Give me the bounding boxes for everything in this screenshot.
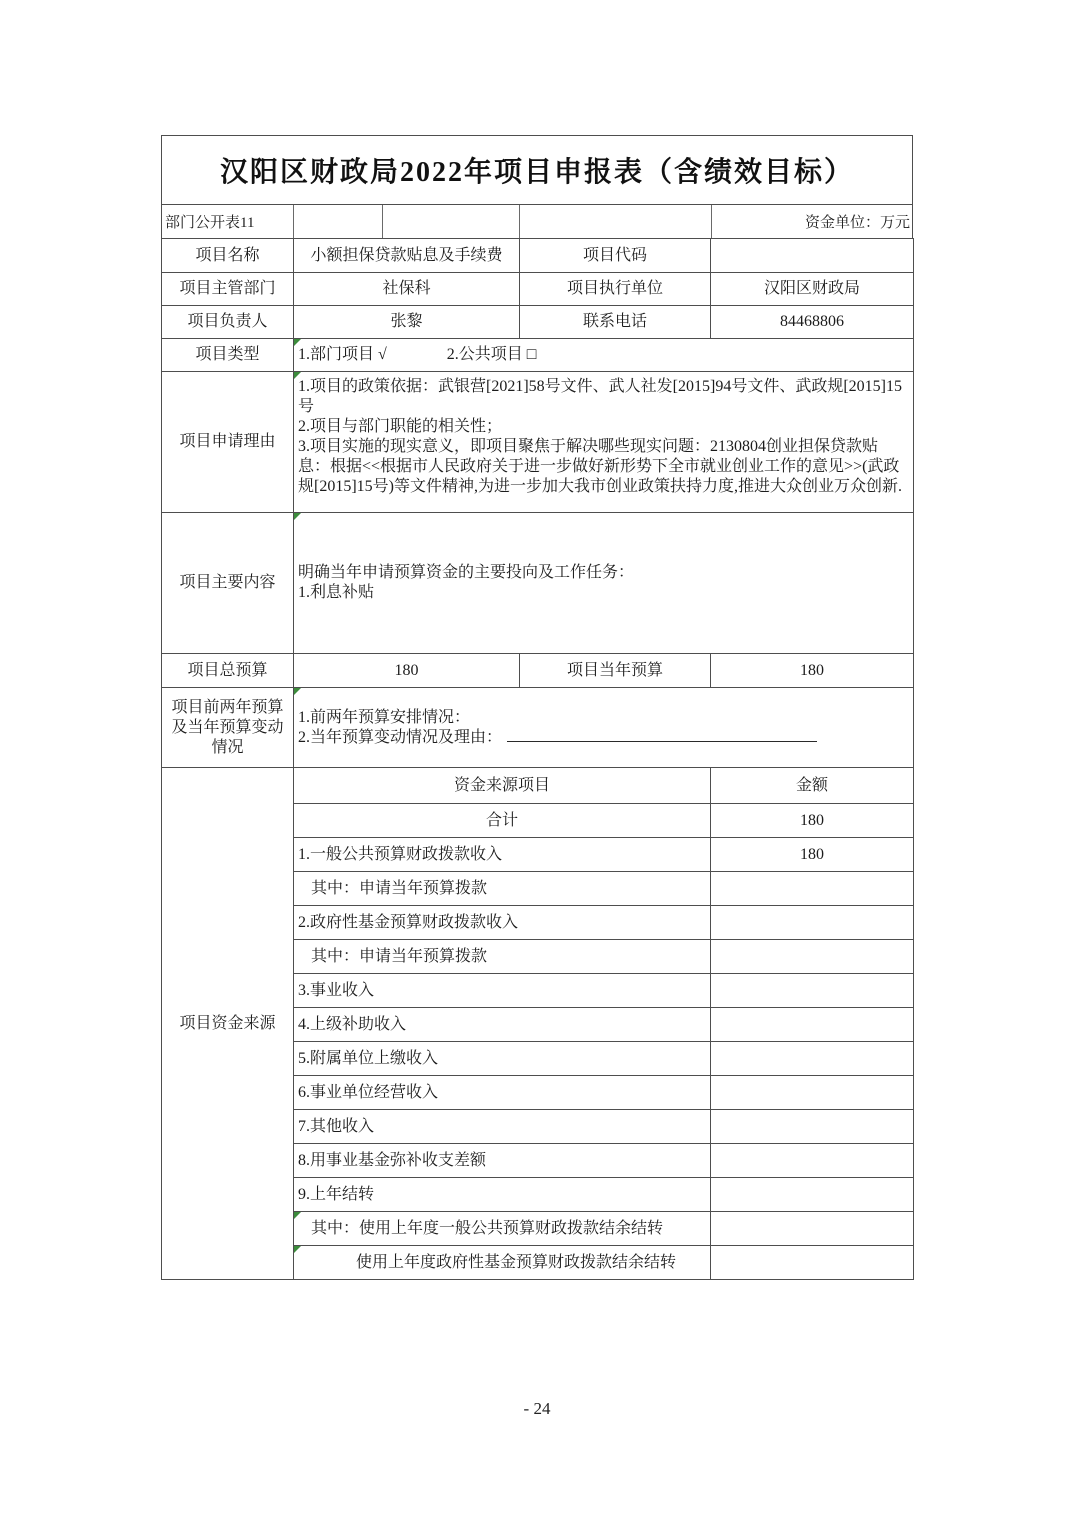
funding-amount-cell — [711, 974, 914, 1008]
funding-item-cell: 5.附属单位上缴收入 — [294, 1042, 711, 1076]
type-option-dept: 1.部门项目 √ — [298, 346, 387, 363]
funding-item-cell: 7.其他收入 — [294, 1110, 711, 1144]
funding-amount-cell — [711, 1212, 914, 1246]
funding-item-cell: 其中：申请当年预算拨款 — [294, 940, 711, 974]
project-type-label: 项目类型 — [162, 339, 294, 372]
funding-amount-cell — [711, 1144, 914, 1178]
form-sheet — [161, 135, 913, 1280]
project-name-value: 小额担保贷款贴息及手续费 — [294, 239, 520, 273]
funding-item-cell: 3.事业收入 — [294, 974, 711, 1008]
main-content-label: 项目主要内容 — [162, 513, 294, 654]
prev-budget-line1: 1.前两年预算安排情况： — [298, 708, 471, 726]
row-project-name — [162, 239, 914, 273]
funding-item-cell: 其中：申请当年预算拨款 — [294, 872, 711, 906]
apply-reason-label: 项目申请理由 — [162, 372, 294, 513]
funding-item-cell: 8.用事业基金弥补收支差额 — [294, 1144, 711, 1178]
project-code-label: 项目代码 — [520, 239, 711, 273]
meta-fund-unit: 资金单位：万元 — [804, 215, 910, 231]
row-apply-reason — [162, 372, 914, 513]
funding-amount-cell — [711, 1110, 914, 1144]
project-type-value — [294, 339, 914, 372]
total-budget-label: 项目总预算 — [162, 654, 294, 688]
project-name-label: 项目名称 — [162, 239, 294, 273]
row-leader — [162, 306, 914, 339]
funding-item-cell: 使用上年度政府性基金预算财政拨款结余结转 — [294, 1246, 711, 1280]
cell-note-marker-icon — [294, 688, 301, 695]
funding-item-cell: 6.事业单位经营收入 — [294, 1076, 711, 1110]
meta-empty-cell — [294, 205, 383, 238]
row-prev-budget — [162, 688, 914, 768]
funding-amount-cell — [711, 1008, 914, 1042]
funding-item-cell: 合计 — [294, 804, 711, 838]
reason-item: 2.项目与部门职能的相关性； — [298, 418, 503, 435]
cell-note-marker-icon — [294, 372, 301, 379]
exec-unit-value: 汉阳区财政局 — [711, 273, 914, 306]
page-number: - 24 — [523, 1399, 551, 1418]
leader-value: 张黎 — [294, 306, 520, 339]
form-title: 汉阳区财政局2022年项目申报表（含绩效目标） — [161, 135, 913, 205]
funding-item-cell: 其中：使用上年度一般公共预算财政拨款结余结转 — [294, 1212, 711, 1246]
type-option-public: 2.公共项目 □ — [446, 346, 537, 363]
phone-value: 84468806 — [711, 306, 914, 339]
prev-budget-content — [294, 688, 914, 768]
prev-budget-label: 项目前两年预算及当年预算变动情况 — [162, 688, 294, 768]
funding-amount-cell — [711, 940, 914, 974]
funding-item-cell: 2.政府性基金预算财政拨款收入 — [294, 906, 711, 940]
dept-label: 项目主管部门 — [162, 273, 294, 306]
row-dept — [162, 273, 914, 306]
reason-item: 3.项目实施的现实意义，即项目聚焦于解决哪些现实问题：2130804创业担保贷款贴息：根据<<根据市人民政府关于进一步做好新形势下全市就业创业工作的意见>>(武政规[2015]15号)等文件精神,为进一步加大我市创业政策扶持力度,推进大众创业万众创新. — [298, 438, 902, 495]
funding-item-cell: 1.一般公共预算财政拨款收入 — [294, 838, 711, 872]
meta-empty-cell — [520, 205, 712, 238]
row-funding-header — [162, 768, 914, 804]
content-line: 明确当年申请预算资金的主要投向及工作任务： — [298, 564, 635, 581]
funding-amount-cell — [711, 1042, 914, 1076]
funding-item-cell: 4.上级补助收入 — [294, 1008, 711, 1042]
meta-empty-cell — [383, 205, 520, 238]
funding-amount-cell — [711, 906, 914, 940]
application-table — [161, 238, 914, 1280]
funding-amount-cell — [711, 1076, 914, 1110]
funding-header-amount: 金额 — [711, 768, 914, 804]
blank-underline — [507, 728, 817, 742]
prev-budget-line2: 2.当年预算变动情况及理由： — [298, 728, 909, 748]
funding-item-cell: 9.上年结转 — [294, 1178, 711, 1212]
year-budget-label: 项目当年预算 — [520, 654, 711, 688]
funding-source-label: 项目资金来源 — [162, 768, 294, 1280]
funding-amount-cell — [711, 872, 914, 906]
funding-amount-cell — [711, 1246, 914, 1280]
row-project-type — [162, 339, 914, 372]
funding-amount-cell: 180 — [711, 838, 914, 872]
reason-item: 1.项目的政策依据：武银营[2021]58号文件、武人社发[2015]94号文件、武政规[2015]15号 — [298, 378, 902, 415]
exec-unit-label: 项目执行单位 — [520, 273, 711, 306]
cell-note-marker-icon — [294, 513, 301, 520]
content-line: 1.利息补贴 — [298, 584, 375, 601]
main-content-value — [294, 513, 914, 654]
total-budget-value: 180 — [294, 654, 520, 688]
apply-reason-content — [294, 372, 914, 513]
funding-header-item: 资金来源项目 — [294, 768, 711, 804]
funding-amount-cell — [711, 1178, 914, 1212]
meta-table-number: 部门公开表11 — [162, 205, 294, 238]
project-code-value — [711, 239, 914, 273]
cell-note-marker-icon — [294, 1212, 301, 1219]
meta-row — [161, 205, 913, 238]
cell-note-marker-icon — [294, 1246, 301, 1253]
funding-amount-cell: 180 — [711, 804, 914, 838]
phone-label: 联系电话 — [520, 306, 711, 339]
leader-label: 项目负责人 — [162, 306, 294, 339]
cell-note-marker-icon — [294, 339, 301, 346]
row-budget — [162, 654, 914, 688]
row-main-content — [162, 513, 914, 654]
year-budget-value: 180 — [711, 654, 914, 688]
dept-value: 社保科 — [294, 273, 520, 306]
